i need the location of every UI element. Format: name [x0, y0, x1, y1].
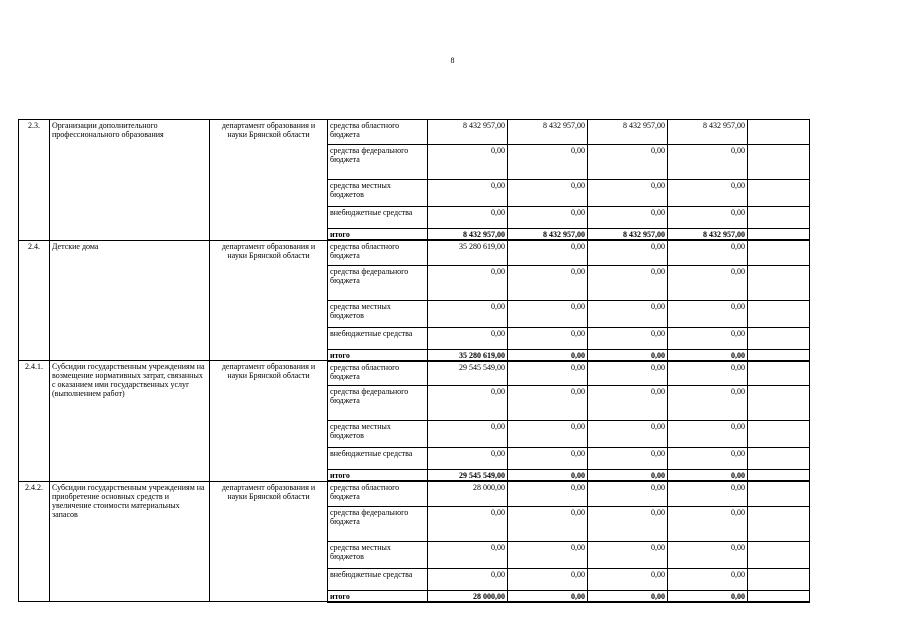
amount-year-4: 0,00 [668, 180, 748, 207]
amount-year-4: 0,00 [668, 145, 748, 180]
amount-year-4: 0,00 [668, 349, 748, 361]
table-row [19, 120, 810, 145]
amount-year-4: 0,00 [668, 448, 748, 470]
amount-year-3: 0,00 [588, 349, 668, 361]
amount-year-3: 0,00 [588, 361, 668, 386]
amount-year-2: 0,00 [508, 421, 588, 448]
amount-year-4: 8 432 957,00 [668, 229, 748, 241]
amount-year-3: 0,00 [588, 265, 668, 300]
amount-year-2: 0,00 [508, 590, 588, 602]
table-row [19, 361, 810, 386]
amount-year-4: 0,00 [668, 541, 748, 568]
table-row [19, 481, 810, 506]
empty-cell [748, 207, 810, 229]
amount-year-1: 28 000,00 [428, 590, 508, 602]
amount-year-3: 0,00 [588, 145, 668, 180]
amount-year-3: 0,00 [588, 568, 668, 590]
amount-year-1: 0,00 [428, 145, 508, 180]
amount-year-4: 0,00 [668, 470, 748, 482]
amount-year-1: 0,00 [428, 506, 508, 541]
amount-year-2: 0,00 [508, 361, 588, 386]
amount-year-2: 0,00 [508, 207, 588, 229]
amount-year-1: 0,00 [428, 327, 508, 349]
total-label: итого [328, 590, 428, 602]
funding-source-extrabudgetary: внебюджетные средства [328, 207, 428, 229]
section-number: 2.4.2. [19, 481, 50, 602]
amount-year-2: 0,00 [508, 386, 588, 421]
amount-year-4: 0,00 [668, 386, 748, 421]
amount-year-3: 0,00 [588, 541, 668, 568]
funding-source-federal: средства федерального бюджета [328, 506, 428, 541]
amount-year-4: 0,00 [668, 327, 748, 349]
amount-year-4: 0,00 [668, 421, 748, 448]
amount-year-4: 0,00 [668, 568, 748, 590]
empty-cell [748, 361, 810, 386]
amount-year-2: 0,00 [508, 506, 588, 541]
amount-year-2: 0,00 [508, 180, 588, 207]
amount-year-1: 0,00 [428, 207, 508, 229]
funding-source-extrabudgetary: внебюджетные средства [328, 327, 428, 349]
amount-year-1: 8 432 957,00 [428, 229, 508, 241]
amount-year-4: 0,00 [668, 300, 748, 327]
amount-year-2: 0,00 [508, 240, 588, 265]
amount-year-3: 8 432 957,00 [588, 229, 668, 241]
funding-source-local: средства местных бюджетов [328, 541, 428, 568]
amount-year-4: 0,00 [668, 207, 748, 229]
amount-year-3: 0,00 [588, 448, 668, 470]
amount-year-3: 0,00 [588, 481, 668, 506]
empty-cell [748, 265, 810, 300]
empty-cell [748, 120, 810, 145]
empty-cell [748, 421, 810, 448]
section-number: 2.3. [19, 120, 50, 241]
empty-cell [748, 541, 810, 568]
amount-year-4: 0,00 [668, 481, 748, 506]
amount-year-3: 8 432 957,00 [588, 120, 668, 145]
amount-year-3: 0,00 [588, 421, 668, 448]
amount-year-1: 0,00 [428, 386, 508, 421]
amount-year-1: 0,00 [428, 180, 508, 207]
total-label: итого [328, 349, 428, 361]
empty-cell [748, 568, 810, 590]
amount-year-1: 8 432 957,00 [428, 120, 508, 145]
amount-year-4: 8 432 957,00 [668, 120, 748, 145]
amount-year-3: 0,00 [588, 300, 668, 327]
amount-year-3: 0,00 [588, 207, 668, 229]
funding-source-regional: средства областного бюджета [328, 481, 428, 506]
amount-year-1: 28 000,00 [428, 481, 508, 506]
amount-year-4: 0,00 [668, 361, 748, 386]
amount-year-1: 0,00 [428, 300, 508, 327]
funding-source-extrabudgetary: внебюджетные средства [328, 448, 428, 470]
empty-cell [748, 327, 810, 349]
amount-year-4: 0,00 [668, 506, 748, 541]
section-name: Субсидии государственным учреждениям на возмещение нормативных затрат, связанных с оказанием ими государственных услуг (выполнением работ) [50, 361, 210, 482]
amount-year-1: 0,00 [428, 421, 508, 448]
empty-cell [748, 448, 810, 470]
empty-cell [748, 590, 810, 602]
amount-year-3: 0,00 [588, 327, 668, 349]
empty-cell [748, 386, 810, 421]
funding-source-regional: средства областного бюджета [328, 120, 428, 145]
funding-source-local: средства местных бюджетов [328, 300, 428, 327]
amount-year-3: 0,00 [588, 506, 668, 541]
amount-year-1: 29 545 549,00 [428, 470, 508, 482]
amount-year-3: 0,00 [588, 180, 668, 207]
section-name: Организации дополнительного профессионального образования [50, 120, 210, 241]
total-label: итого [328, 470, 428, 482]
amount-year-2: 0,00 [508, 541, 588, 568]
empty-cell [748, 481, 810, 506]
empty-cell [748, 229, 810, 241]
amount-year-2: 8 432 957,00 [508, 120, 588, 145]
amount-year-2: 0,00 [508, 145, 588, 180]
section-name: Субсидии государственным учреждениям на приобретение основных средств и увеличение стоимости материальных запасов [50, 481, 210, 602]
amount-year-2: 0,00 [508, 327, 588, 349]
amount-year-2: 8 432 957,00 [508, 229, 588, 241]
amount-year-1: 0,00 [428, 265, 508, 300]
page-number: 8 [450, 56, 455, 65]
amount-year-1: 29 545 549,00 [428, 361, 508, 386]
funding-source-local: средства местных бюджетов [328, 180, 428, 207]
amount-year-4: 0,00 [668, 590, 748, 602]
funding-source-federal: средства федерального бюджета [328, 386, 428, 421]
funding-source-extrabudgetary: внебюджетные средства [328, 568, 428, 590]
amount-year-1: 35 280 619,00 [428, 349, 508, 361]
amount-year-3: 0,00 [588, 240, 668, 265]
table-row [19, 240, 810, 265]
amount-year-1: 0,00 [428, 568, 508, 590]
amount-year-3: 0,00 [588, 470, 668, 482]
responsible-department: департамент образования и науки Брянской области [210, 120, 328, 241]
budget-table [18, 119, 810, 603]
funding-source-federal: средства федерального бюджета [328, 145, 428, 180]
amount-year-1: 0,00 [428, 448, 508, 470]
total-label: итого [328, 229, 428, 241]
empty-cell [748, 240, 810, 265]
amount-year-1: 0,00 [428, 541, 508, 568]
empty-cell [748, 300, 810, 327]
empty-cell [748, 349, 810, 361]
funding-source-local: средства местных бюджетов [328, 421, 428, 448]
empty-cell [748, 470, 810, 482]
amount-year-3: 0,00 [588, 386, 668, 421]
amount-year-2: 0,00 [508, 470, 588, 482]
amount-year-2: 0,00 [508, 300, 588, 327]
section-name: Детские дома [50, 240, 210, 361]
empty-cell [748, 145, 810, 180]
amount-year-4: 0,00 [668, 265, 748, 300]
amount-year-1: 35 280 619,00 [428, 240, 508, 265]
section-number: 2.4. [19, 240, 50, 361]
amount-year-4: 0,00 [668, 240, 748, 265]
amount-year-2: 0,00 [508, 265, 588, 300]
responsible-department: департамент образования и науки Брянской области [210, 361, 328, 482]
amount-year-2: 0,00 [508, 481, 588, 506]
responsible-department: департамент образования и науки Брянской области [210, 481, 328, 602]
empty-cell [748, 506, 810, 541]
section-number: 2.4.1. [19, 361, 50, 482]
amount-year-3: 0,00 [588, 590, 668, 602]
amount-year-2: 0,00 [508, 349, 588, 361]
amount-year-2: 0,00 [508, 448, 588, 470]
funding-source-regional: средства областного бюджета [328, 361, 428, 386]
budget-table-body [19, 120, 810, 602]
empty-cell [748, 180, 810, 207]
amount-year-2: 0,00 [508, 568, 588, 590]
funding-source-regional: средства областного бюджета [328, 240, 428, 265]
funding-source-federal: средства федерального бюджета [328, 265, 428, 300]
responsible-department: департамент образования и науки Брянской области [210, 240, 328, 361]
